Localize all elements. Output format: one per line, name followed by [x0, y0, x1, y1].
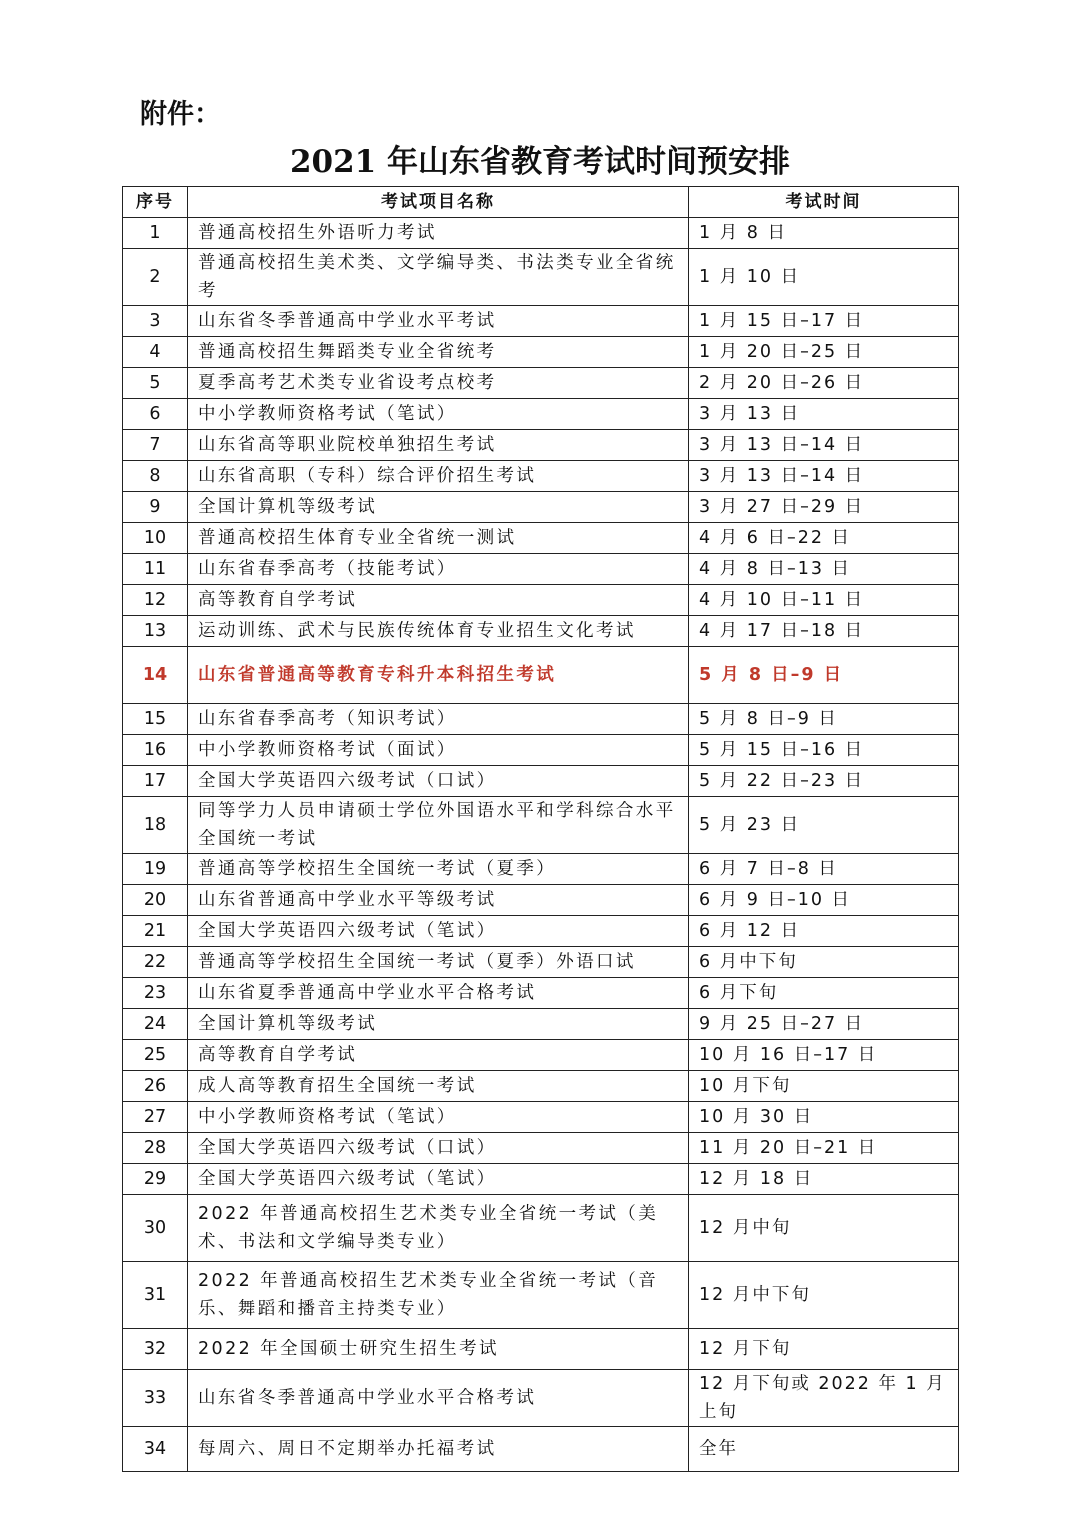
exam-name: 高等教育自学考试	[188, 1040, 689, 1071]
table-row	[123, 249, 959, 306]
row-number: 19	[123, 854, 188, 885]
exam-time: 12 月 18 日	[689, 1164, 959, 1195]
exam-name: 全国计算机等级考试	[188, 1009, 689, 1040]
exam-time: 1 月 15 日–17 日	[689, 306, 959, 337]
table-row	[123, 1164, 959, 1195]
exam-name: 山东省夏季普通高中学业水平合格考试	[188, 978, 689, 1009]
row-number: 2	[123, 249, 188, 306]
exam-name: 中小学教师资格考试（笔试）	[188, 1102, 689, 1133]
table-row	[123, 885, 959, 916]
table-row	[123, 368, 959, 399]
row-number: 9	[123, 492, 188, 523]
exam-name: 山东省普通高中学业水平等级考试	[188, 885, 689, 916]
exam-name: 中小学教师资格考试（笔试）	[188, 399, 689, 430]
exam-time: 1 月 8 日	[689, 218, 959, 249]
exam-time: 6 月 7 日–8 日	[689, 854, 959, 885]
exam-name: 2022 年普通高校招生艺术类专业全省统一考试（美术、书法和文学编导类专业）	[188, 1195, 689, 1262]
exam-name: 普通高校招生外语听力考试	[188, 218, 689, 249]
exam-name: 高等教育自学考试	[188, 585, 689, 616]
table-row	[123, 1427, 959, 1472]
table-row	[123, 704, 959, 735]
table-row	[123, 1262, 959, 1329]
table-row	[123, 1009, 959, 1040]
row-number: 6	[123, 399, 188, 430]
attachment-label: 附件：	[140, 99, 221, 130]
exam-time: 2 月 20 日–26 日	[689, 368, 959, 399]
exam-name: 中小学教师资格考试（面试）	[188, 735, 689, 766]
exam-name: 运动训练、武术与民族传统体育专业招生文化考试	[188, 616, 689, 647]
exam-name: 山东省冬季普通高中学业水平合格考试	[188, 1370, 689, 1427]
exam-time: 10 月 30 日	[689, 1102, 959, 1133]
row-number: 1	[123, 218, 188, 249]
exam-name: 山东省普通高等教育专科升本科招生考试	[188, 647, 689, 704]
header-no: 序号	[123, 187, 188, 218]
table-row	[123, 797, 959, 854]
exam-time: 4 月 10 日–11 日	[689, 585, 959, 616]
exam-name: 同等学力人员申请硕士学位外国语水平和学科综合水平全国统一考试	[188, 797, 689, 854]
row-number: 24	[123, 1009, 188, 1040]
exam-name: 普通高等学校招生全国统一考试（夏季）	[188, 854, 689, 885]
exam-name: 成人高等教育招生全国统一考试	[188, 1071, 689, 1102]
row-number: 30	[123, 1195, 188, 1262]
row-number: 5	[123, 368, 188, 399]
table-row	[123, 399, 959, 430]
table-row	[123, 1040, 959, 1071]
table-row	[123, 1071, 959, 1102]
exam-time: 5 月 23 日	[689, 797, 959, 854]
exam-name: 全国大学英语四六级考试（笔试）	[188, 916, 689, 947]
exam-name: 普通高等学校招生全国统一考试（夏季）外语口试	[188, 947, 689, 978]
row-number: 28	[123, 1133, 188, 1164]
exam-time: 3 月 13 日–14 日	[689, 430, 959, 461]
exam-name: 2022 年普通高校招生艺术类专业全省统一考试（音乐、舞蹈和播音主持类专业）	[188, 1262, 689, 1329]
table-row	[123, 306, 959, 337]
exam-time: 4 月 17 日–18 日	[689, 616, 959, 647]
exam-time: 5 月 15 日–16 日	[689, 735, 959, 766]
exam-name: 普通高校招生舞蹈类专业全省统考	[188, 337, 689, 368]
table-row	[123, 492, 959, 523]
table-row	[123, 337, 959, 368]
row-number: 3	[123, 306, 188, 337]
table-row	[123, 978, 959, 1009]
row-number: 31	[123, 1262, 188, 1329]
exam-time: 12 月中下旬	[689, 1262, 959, 1329]
exam-name: 全国大学英语四六级考试（口试）	[188, 1133, 689, 1164]
table-row	[123, 1370, 959, 1427]
exam-time: 1 月 20 日–25 日	[689, 337, 959, 368]
exam-name: 每周六、周日不定期举办托福考试	[188, 1427, 689, 1472]
row-number: 26	[123, 1071, 188, 1102]
row-number: 18	[123, 797, 188, 854]
table-row	[123, 1195, 959, 1262]
table-row	[123, 1133, 959, 1164]
exam-name: 2022 年全国硕士研究生招生考试	[188, 1329, 689, 1370]
row-number: 21	[123, 916, 188, 947]
row-number: 33	[123, 1370, 188, 1427]
row-number: 17	[123, 766, 188, 797]
exam-time: 3 月 13 日–14 日	[689, 461, 959, 492]
exam-name: 夏季高考艺术类专业省设考点校考	[188, 368, 689, 399]
row-number: 20	[123, 885, 188, 916]
table-row	[123, 947, 959, 978]
exam-time: 10 月 16 日–17 日	[689, 1040, 959, 1071]
exam-name: 普通高校招生体育专业全省统一测试	[188, 523, 689, 554]
row-number: 22	[123, 947, 188, 978]
exam-name: 全国大学英语四六级考试（口试）	[188, 766, 689, 797]
row-number: 10	[123, 523, 188, 554]
exam-time: 10 月下旬	[689, 1071, 959, 1102]
row-number: 13	[123, 616, 188, 647]
exam-time: 12 月下旬	[689, 1329, 959, 1370]
table-row	[123, 585, 959, 616]
table-row	[123, 554, 959, 585]
row-number: 32	[123, 1329, 188, 1370]
exam-name: 全国计算机等级考试	[188, 492, 689, 523]
row-number: 11	[123, 554, 188, 585]
exam-name: 山东省高等职业院校单独招生考试	[188, 430, 689, 461]
exam-name: 山东省春季高考（知识考试）	[188, 704, 689, 735]
exam-time: 5 月 8 日–9 日	[689, 704, 959, 735]
exam-time: 5 月 8 日–9 日	[689, 647, 959, 704]
table-row	[123, 735, 959, 766]
row-number: 25	[123, 1040, 188, 1071]
exam-time: 6 月 9 日–10 日	[689, 885, 959, 916]
exam-time: 9 月 25 日–27 日	[689, 1009, 959, 1040]
table-row	[123, 1102, 959, 1133]
header-name: 考试项目名称	[188, 187, 689, 218]
header-time: 考试时间	[689, 187, 959, 218]
row-number: 12	[123, 585, 188, 616]
row-number: 16	[123, 735, 188, 766]
row-number: 29	[123, 1164, 188, 1195]
exam-time: 12 月中旬	[689, 1195, 959, 1262]
table-row	[123, 616, 959, 647]
table-header-row	[123, 187, 959, 218]
exam-schedule-table	[122, 186, 959, 1472]
exam-name: 山东省春季高考（技能考试）	[188, 554, 689, 585]
exam-name: 全国大学英语四六级考试（笔试）	[188, 1164, 689, 1195]
exam-time: 全年	[689, 1427, 959, 1472]
exam-time: 6 月 12 日	[689, 916, 959, 947]
exam-time: 5 月 22 日–23 日	[689, 766, 959, 797]
row-number: 7	[123, 430, 188, 461]
table-row	[123, 916, 959, 947]
exam-time: 6 月中下旬	[689, 947, 959, 978]
exam-name: 普通高校招生美术类、文学编导类、书法类专业全省统考	[188, 249, 689, 306]
exam-time: 1 月 10 日	[689, 249, 959, 306]
exam-time: 3 月 13 日	[689, 399, 959, 430]
table-row	[123, 854, 959, 885]
exam-time: 4 月 8 日–13 日	[689, 554, 959, 585]
exam-name: 山东省高职（专科）综合评价招生考试	[188, 461, 689, 492]
row-number: 14	[123, 647, 188, 704]
row-number: 34	[123, 1427, 188, 1472]
table-row	[123, 766, 959, 797]
exam-time: 6 月下旬	[689, 978, 959, 1009]
row-number: 23	[123, 978, 188, 1009]
page-title: 2021 年山东省教育考试时间预安排	[289, 144, 791, 180]
table-row	[123, 523, 959, 554]
table-row	[123, 430, 959, 461]
row-number: 8	[123, 461, 188, 492]
exam-time: 11 月 20 日–21 日	[689, 1133, 959, 1164]
exam-name: 山东省冬季普通高中学业水平考试	[188, 306, 689, 337]
row-number: 15	[123, 704, 188, 735]
exam-time: 3 月 27 日–29 日	[689, 492, 959, 523]
row-number: 27	[123, 1102, 188, 1133]
table-row	[123, 218, 959, 249]
row-number: 4	[123, 337, 188, 368]
table-row	[123, 1329, 959, 1370]
table-row	[123, 461, 959, 492]
table-row	[123, 647, 959, 704]
exam-time: 12 月下旬或 2022 年 1 月上旬	[689, 1370, 959, 1427]
exam-time: 4 月 6 日–22 日	[689, 523, 959, 554]
